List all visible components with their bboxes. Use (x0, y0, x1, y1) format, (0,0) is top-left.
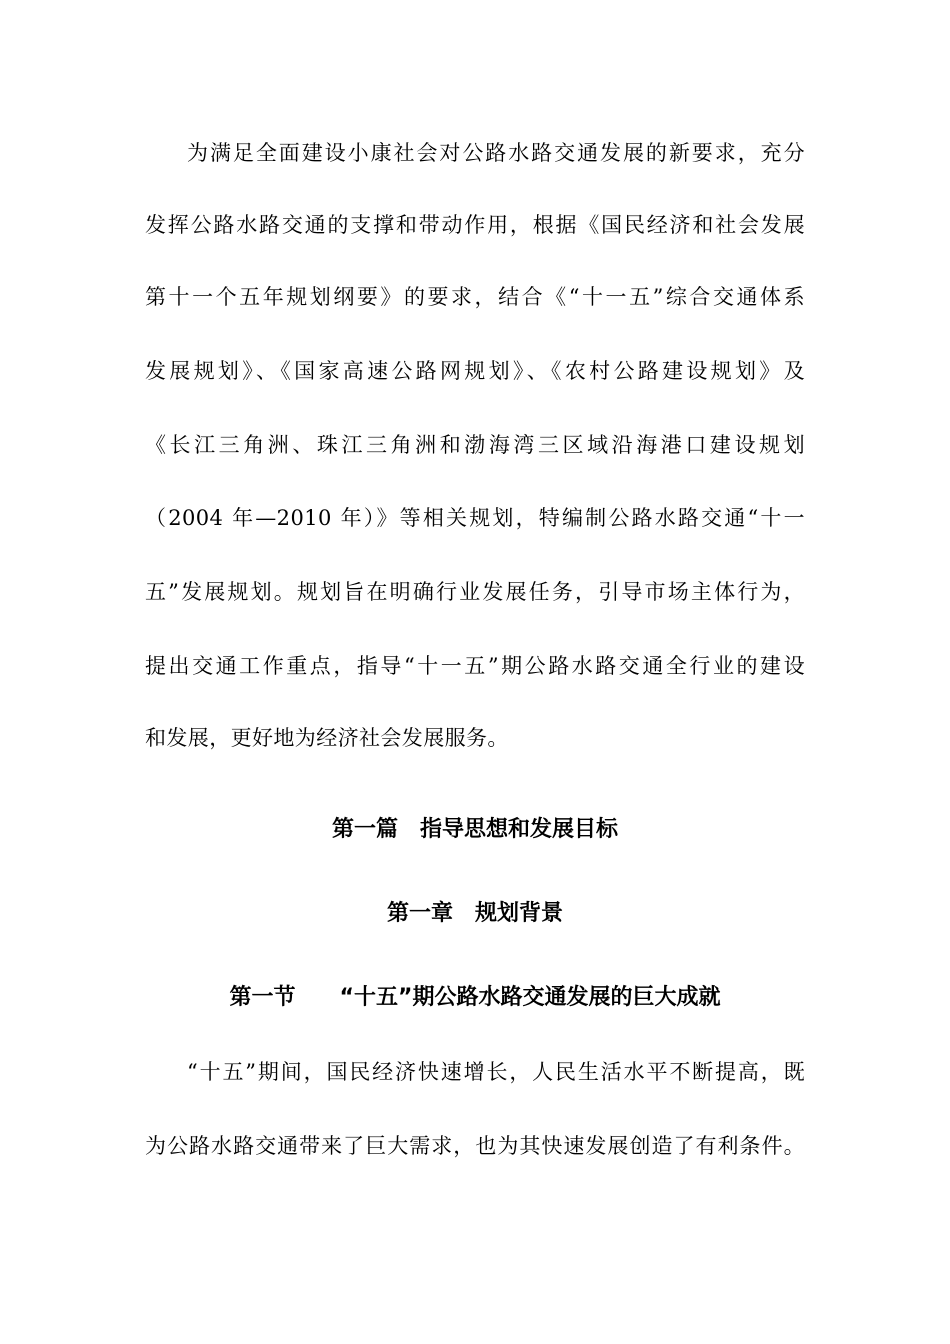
chapter-heading: 第一章 规划背景 (386, 901, 563, 926)
body-paragraph-line: “十五”期间，国民经济快速增长，人民生活水平不断提高，既 (187, 1060, 805, 1084)
intro-paragraph-line: 《长江三角洲、珠江三角洲和渤海湾三区域沿海港口建设规划 (145, 433, 805, 457)
intro-paragraph-line: 和发展，更好地为经济社会发展服务。 (145, 726, 509, 750)
part-heading: 第一篇 指导思想和发展目标 (331, 817, 618, 842)
intro-paragraph-line: （2004 年—2010 年）》等相关规划，特编制公路水路交通“十一 (145, 506, 805, 530)
intro-paragraph-line: 发展规划》、《国家高速公路网规划》、《农村公路建设规划》及 (145, 359, 805, 383)
intro-paragraph-line: 发挥公路水路交通的支撑和带动作用，根据《国民经济和社会发展 (145, 213, 805, 237)
intro-paragraph-line: 提出交通工作重点，指导“十一五”期公路水路交通全行业的建设 (145, 654, 805, 678)
intro-paragraph-line: 第十一个五年规划纲要》的要求，结合《“十一五”综合交通体系 (145, 285, 805, 309)
intro-paragraph-line: 五”发展规划。规划旨在明确行业发展任务，引导市场主体行为， (145, 580, 805, 604)
section-heading: 第一节 “十五”期公路水路交通发展的巨大成就 (229, 985, 721, 1010)
intro-paragraph-line: 为满足全面建设小康社会对公路水路交通发展的新要求，充分 (187, 141, 805, 165)
body-paragraph-line: 为公路水路交通带来了巨大需求，也为其快速发展创造了有利条件。 (145, 1134, 805, 1158)
